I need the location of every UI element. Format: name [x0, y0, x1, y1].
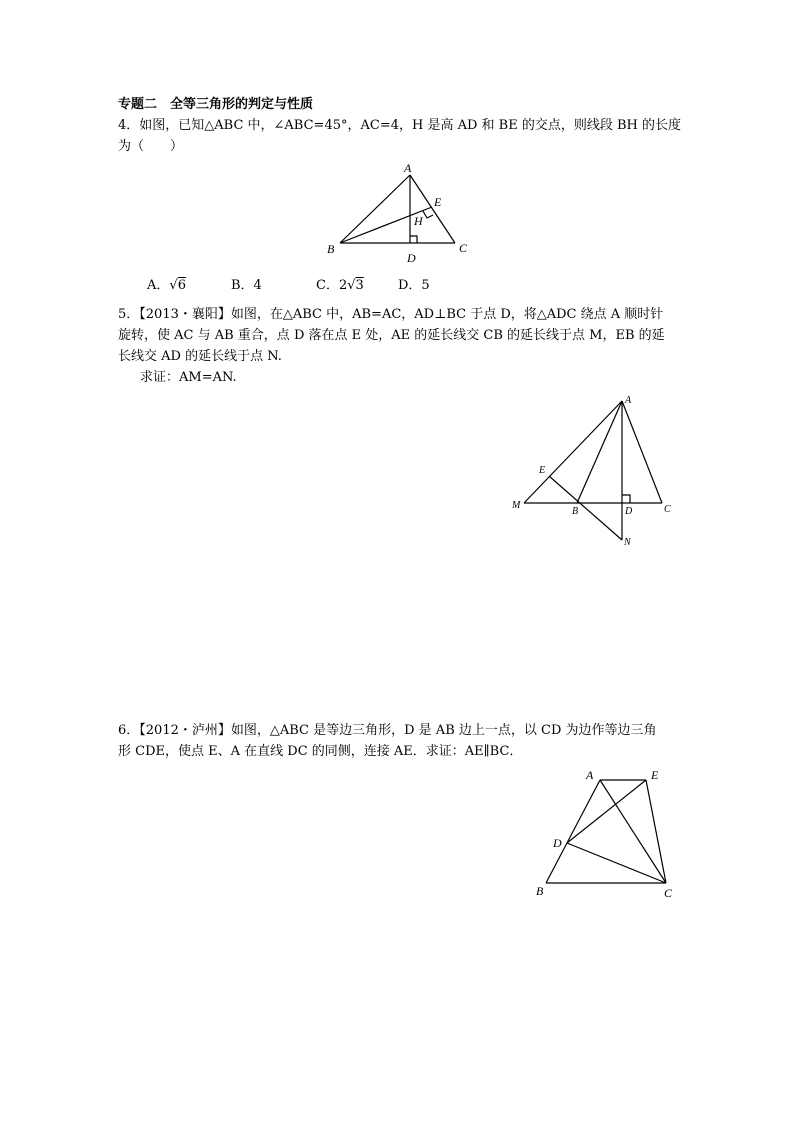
q4-label-b: B: [327, 242, 335, 256]
q4-label-e: E: [434, 195, 442, 209]
q5-right-angle-d: [622, 495, 630, 503]
q6-text-line1: 6．【2012・泸州】如图，△ABC 是等边三角形，D 是 AB 边上一点，以 CD 为边作等边三角: [118, 723, 657, 738]
q6-label-b: B: [536, 884, 544, 898]
q4-choice-d: D．5: [398, 278, 430, 293]
q5-label-n: N: [624, 537, 631, 548]
q6-segment-ab: [546, 780, 600, 883]
q5-label-d: D: [625, 506, 633, 517]
q4-choice-c-sqrt: √3: [347, 278, 364, 293]
q4-text-line2: 为（ ）: [118, 139, 184, 154]
q4-right-angle-e: [423, 211, 433, 218]
q6-label-e: E: [651, 768, 659, 782]
q5-text-line1: 5．【2013・襄阳】如图，在△ABC 中，AB=AC，AD⊥BC 于点 D，将△ADC 绕点 A 顺时针: [118, 307, 664, 322]
q5-segment-am: [524, 401, 622, 503]
q4-segment-ab: [340, 175, 410, 243]
q5-proof-statement: 求证：AM=AN.: [140, 370, 237, 385]
q4-choice-a: [147, 274, 186, 293]
q4-choice-a-radicand: 6: [177, 278, 186, 293]
q4-segment-ac: [410, 175, 455, 243]
q5-text-line2: 旋转，使 AC 与 AB 重合，点 D 落在点 E 处，AE 的延长线交 CB 的延长线于点 M，EB 的延: [118, 328, 665, 343]
q5-segment-ac: [622, 401, 662, 503]
q5-segment-en: [549, 476, 622, 540]
q5-label-b: B: [572, 506, 579, 517]
q4-text-line1: 4．如图，已知△ABC 中，∠ABC=45°，AC=4，H 是高 AD 和 BE 的交点，则线段 BH 的长度: [118, 118, 681, 133]
q4-label-c: C: [459, 241, 468, 255]
q6-label-c: C: [664, 886, 673, 900]
q4-label-h: H: [414, 214, 423, 228]
q5-label-e: E: [539, 465, 546, 476]
q6-label-a: A: [586, 768, 594, 782]
q6-segment-ec: [646, 780, 666, 883]
section-title: 专题二 全等三角形的判定与性质: [118, 97, 314, 112]
q5-text-line3: 长线交 AD 的延长线于点 N.: [118, 349, 282, 364]
q6-label-d: D: [553, 836, 562, 850]
q5-label-a: A: [625, 395, 632, 406]
q6-text-line2: 形 CDE，使点 E、A 在直线 DC 的同侧，连接 AE．求证：AE∥BC．: [118, 744, 523, 759]
q4-choice-c: [316, 274, 364, 293]
q5-label-m: M: [512, 500, 521, 511]
q4-label-a: A: [404, 161, 412, 175]
q6-segment-dc: [567, 843, 666, 883]
q4-label-d: D: [407, 251, 416, 265]
q4-choice-c-radicand: 3: [355, 278, 364, 293]
q5-segment-ab: [577, 401, 622, 503]
q4-segment-be: [340, 207, 432, 243]
q6-segment-de: [567, 780, 646, 843]
q5-label-c: C: [664, 504, 671, 515]
q4-right-angle-d: [410, 236, 417, 243]
q4-choice-a-sqrt: √6: [169, 278, 186, 293]
q4-choice-b: B．4: [231, 278, 262, 293]
q4-choice-a-prefix: A．: [147, 278, 170, 293]
q4-choice-c-prefix: C．2: [316, 278, 348, 293]
q6-segment-ac: [600, 780, 666, 883]
